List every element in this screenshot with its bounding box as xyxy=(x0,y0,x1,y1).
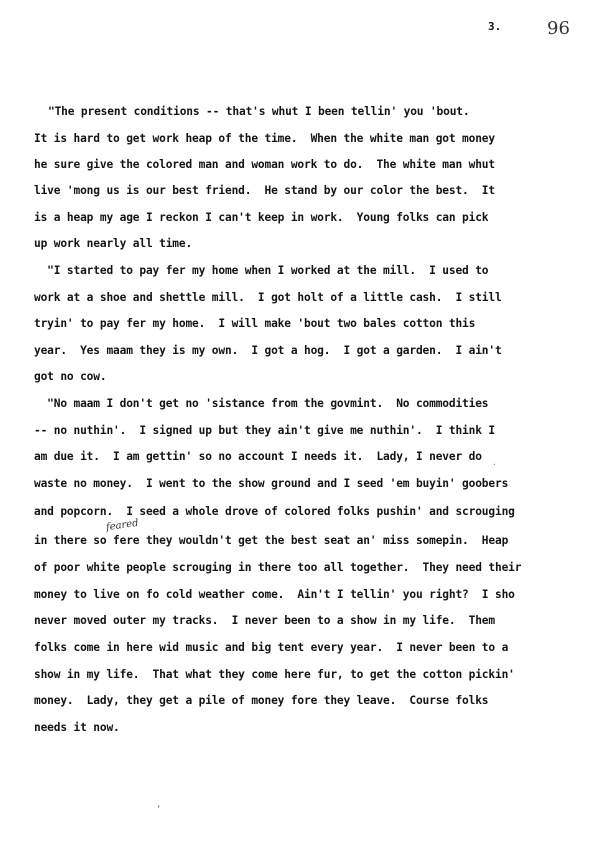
text-line: never moved outer my tracks. I never been to a show in my life. Them xyxy=(34,614,495,627)
text-line: am due it. I am gettin' so no account I needs it. Lady, I never do xyxy=(34,450,482,463)
text-line: "No maam I don't get no 'sistance from the govmint. No commodities xyxy=(34,397,489,410)
text-line: money to live on fo cold weather come. Ain't I tellin' you right? I sho xyxy=(34,588,515,601)
text-line: -- no nuthin'. I signed up but they ain't give me nuthin'. I think I xyxy=(34,424,495,437)
text-line: and popcorn. I seed a whole drove of colored folks pushin' and scrouging xyxy=(34,505,515,518)
text-line: "The present conditions -- that's whut I been tellin' you 'bout. xyxy=(48,105,470,118)
stamp-number: 96 xyxy=(547,18,570,39)
stray-mark: , xyxy=(156,800,162,810)
text-line: tryin' to pay fer my home. I will make 'bout two bales cotton this xyxy=(34,317,476,330)
text-line: "I started to pay fer my home when I worked at the mill. I used to xyxy=(34,264,489,277)
text-line: in there so fere they wouldn't get the best seat an' miss somepin. Heap xyxy=(34,534,509,547)
text-line: show in my life. That what they come here fur, to get the cotton pickin' xyxy=(34,668,515,681)
text-line: It is hard to get work heap of the time. When the white man got money xyxy=(34,132,495,145)
text-line: waste no money. I went to the show ground and I seed 'em buyin' goobers xyxy=(34,477,509,490)
page-number: 3. xyxy=(488,20,502,33)
text-line: he sure give the colored man and woman work to do. The white man whut xyxy=(34,158,495,171)
text-line: up work nearly all time. xyxy=(34,237,193,250)
text-line: needs it now. xyxy=(34,721,120,734)
text-line: of poor white people scrouging in there too all together. They need their xyxy=(34,561,522,574)
text-line: money. Lady, they get a pile of money fore they leave. Course folks xyxy=(34,694,489,707)
text-line: live 'mong us is our best friend. He stand by our color the best. It xyxy=(34,184,495,197)
text-line: is a heap my age I reckon I can't keep in work. Young folks can pick xyxy=(34,211,489,224)
text-line: work at a shoe and shettle mill. I got holt of a little cash. I still xyxy=(34,291,502,304)
stray-mark: . xyxy=(492,458,497,467)
text-line: year. Yes maam they is my own. I got a hog. I got a garden. I ain't xyxy=(34,344,502,357)
text-line: got no cow. xyxy=(34,370,107,383)
handwritten-annotation: feared xyxy=(105,517,140,534)
text-line: folks come in here wid music and big tent every year. I never been to a xyxy=(34,641,509,654)
